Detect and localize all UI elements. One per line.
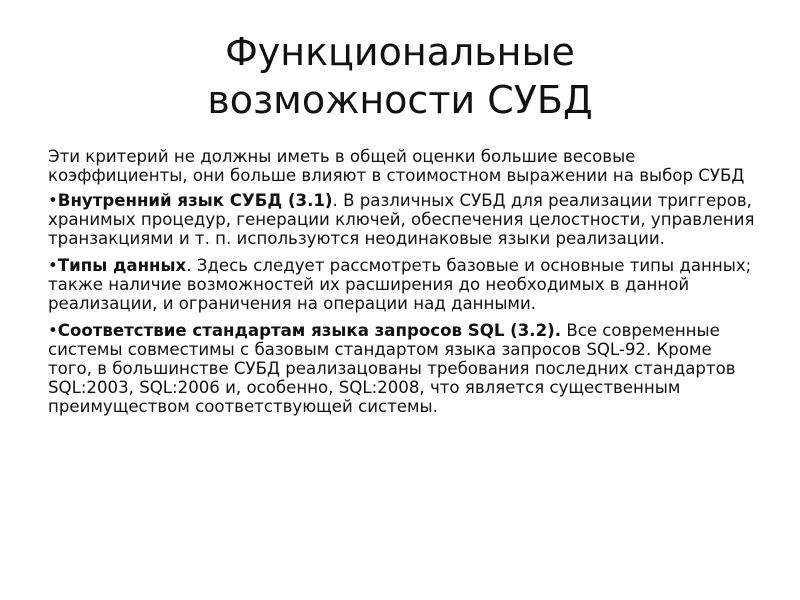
bullet-data-types (48, 256, 758, 313)
title-line-1: Функциональные (225, 30, 575, 74)
bullet-marker: • (48, 256, 58, 275)
bullet-text: . Здесь следует рассмотреть базовые и основные типы данных; также наличие возможностей их расширения до необходимых в данной реализации, и ограничения на операции над данными. (48, 256, 752, 313)
bullet-marker: • (48, 321, 58, 340)
bullet-term: Соответствие стандартам языка запросов SQL (3.2). (57, 321, 562, 340)
bullet-marker: • (48, 191, 58, 210)
slide-title (60, 28, 740, 124)
bullet-text: Все современные системы совместимы с базовым стандартом языка запросов SQL-92. Кроме того, в большинстве СУБД реализацованы требования последних стандартов SQL:2003, SQL:2006 и, особенно, SQL:2008, что является существенным преимуществом соответствующей системы. (48, 321, 736, 416)
intro-paragraph: Эти критерий не должны иметь в общей оценки большие весовые коэффициенты, они больше влияют в стоимостном выражении на выбор СУБД (48, 147, 745, 185)
bullet-internal-language (48, 191, 758, 248)
bullet-sql-standards (48, 321, 758, 416)
slide-body (48, 147, 758, 424)
title-line-2: возможности СУБД (207, 78, 593, 122)
bullet-text: . В различных СУБД для реализации триггеров, хранимых процедур, генерации ключей, обеспечения целостности, управления транзакциями и т. п. используются неодинаковые языки реализации. (48, 191, 755, 248)
bullet-term: Типы данных (57, 256, 187, 275)
bullet-term: Внутренний язык СУБД (3.1) (57, 191, 333, 210)
